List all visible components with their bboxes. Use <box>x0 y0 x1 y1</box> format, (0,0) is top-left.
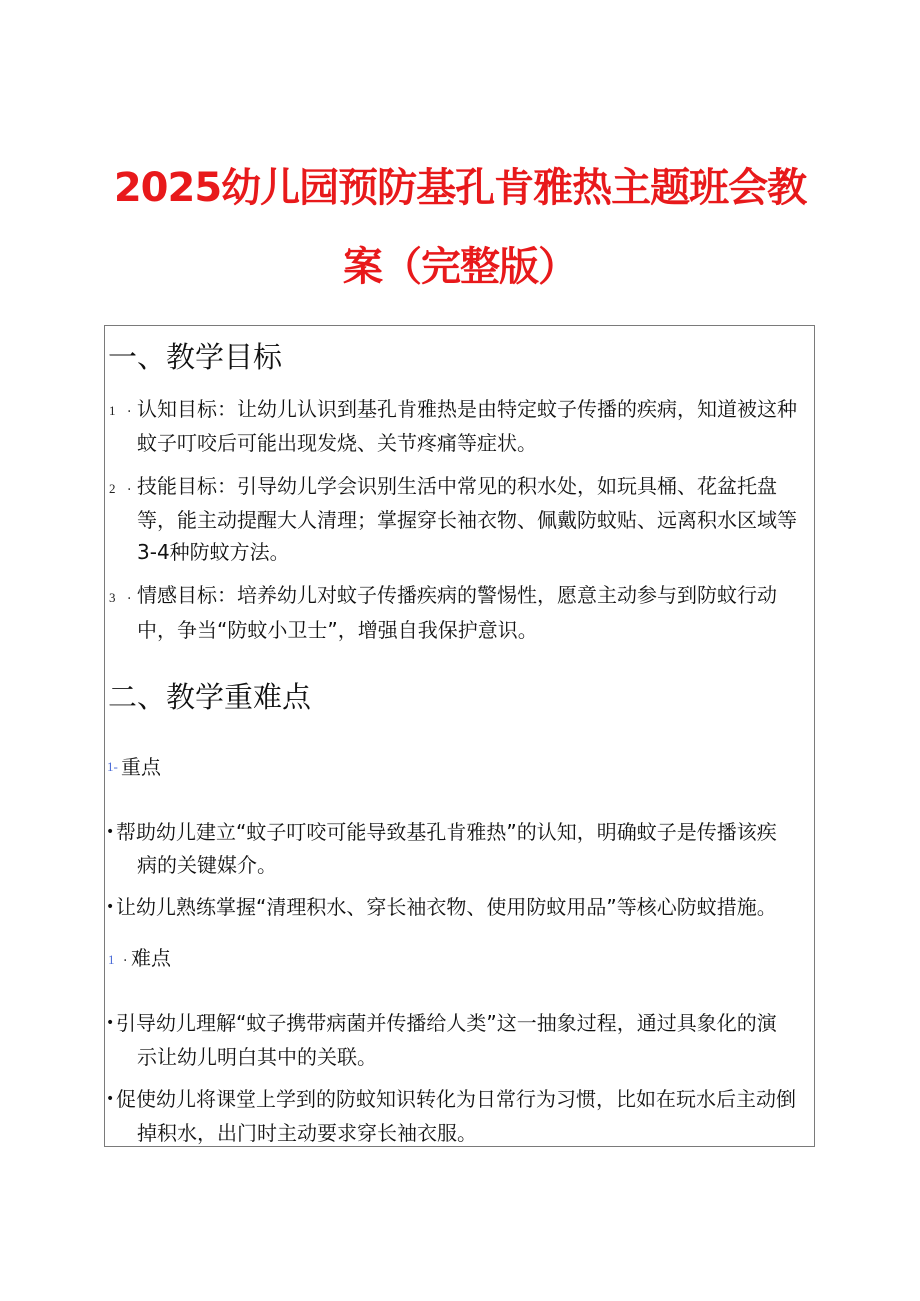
document-title-line-1: 2025幼儿园预防基孔肯雅热主题班会教 <box>113 165 807 211</box>
list-number-dot: . <box>127 587 132 603</box>
list-number-3: 3 <box>109 590 116 605</box>
difficult-point-1-line-1: 引导幼儿理解“蚊子携带病菌并传播给人类”这一抽象过程，通过具象化的演 <box>116 1011 777 1035</box>
difficult-point-2-line-1: 促使幼儿将课堂上学到的防蚊知识转化为日常行为习惯，比如在玩水后主动倒 <box>116 1087 796 1111</box>
bullet-icon: • <box>106 899 115 915</box>
list-number-dot: . <box>123 949 128 965</box>
key-point-2-line-1: 让幼儿熟练掌握“清理积水、穿长袖衣物、使用防蚊用品”等核心防蚊措施。 <box>116 895 777 919</box>
bullet-icon: • <box>106 1015 115 1031</box>
subsection-number-difficult: 1 <box>108 952 115 967</box>
difficult-point-2-line-2: 掉积水，出门时主动要求穿长袖衣服。 <box>137 1121 477 1145</box>
section-heading-key-difficult-points: 二、教学重难点 <box>108 680 312 714</box>
section-heading-teaching-goals: 一、教学目标 <box>108 340 283 374</box>
goal-2-line-3: 3-4种防蚊方法。 <box>137 540 290 564</box>
goal-1-line-1: 认知目标：让幼儿认识到基孔肯雅热是由特定蚊子传播的疾病，知道被这种 <box>137 397 797 421</box>
key-point-1-line-1: 帮助幼儿建立“蚊子叮咬可能导致基孔肯雅热”的认知，明确蚊子是传播该疾 <box>116 820 777 844</box>
goal-1-line-2: 蚊子叮咬后可能出现发烧、关节疼痛等症状。 <box>137 431 537 455</box>
list-number-2: 2 <box>109 481 116 496</box>
list-number-dot: . <box>127 478 132 494</box>
document-title-line-2: 案（完整版） <box>343 244 577 290</box>
bullet-icon: • <box>106 1091 115 1107</box>
goal-2-line-2: 等，能主动提醒大人清理；掌握穿长袖衣物、佩戴防蚊贴、远离积水区域等 <box>137 508 797 532</box>
goal-3-line-2: 中，争当“防蚊小卫士”，增强自我保护意识。 <box>137 618 538 642</box>
list-number-dot: . <box>127 400 132 416</box>
key-point-1-line-2: 病的关键媒介。 <box>137 853 277 877</box>
list-number-1: 1 <box>109 403 116 418</box>
goal-3-line-1: 情感目标：培养幼儿对蚊子传播疾病的警惕性，愿意主动参与到防蚊行动 <box>137 583 777 607</box>
subsection-label-key: 重点 <box>121 755 161 779</box>
goal-2-line-1: 技能目标：引导幼儿学会识别生活中常见的积水处，如玩具桶、花盆托盘 <box>137 474 777 498</box>
subsection-number-key: 1- <box>107 759 118 774</box>
subsection-label-difficult: 难点 <box>131 946 171 970</box>
bullet-icon: • <box>106 824 115 840</box>
difficult-point-1-line-2: 示让幼儿明白其中的关联。 <box>137 1045 377 1069</box>
